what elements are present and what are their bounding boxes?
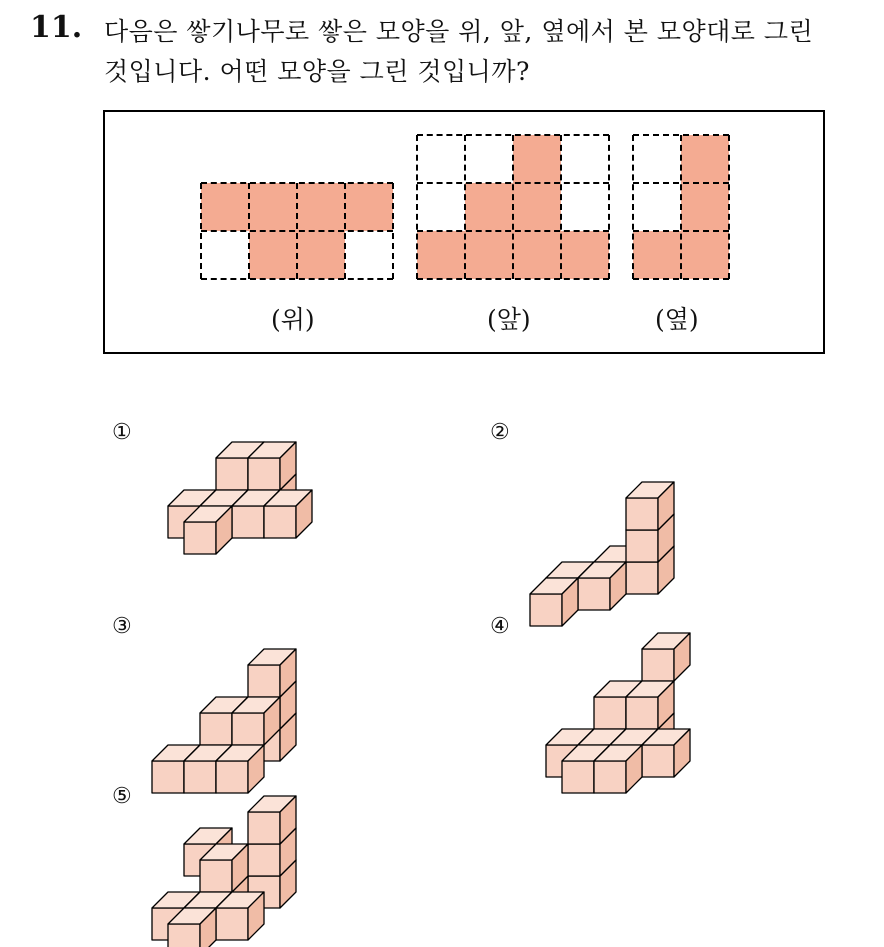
cube-face — [642, 649, 674, 681]
front-view-cell — [513, 231, 561, 279]
cube-face — [200, 713, 232, 745]
front-view-gridline — [560, 135, 562, 279]
top-view-gridline — [296, 183, 298, 279]
cube-face — [578, 578, 610, 610]
side-view-cell — [681, 135, 729, 183]
top-view-grid — [201, 183, 393, 279]
cube-face — [232, 713, 264, 745]
option-3-figure[interactable] — [150, 636, 280, 766]
cube-face — [562, 761, 594, 793]
cube-face — [626, 498, 658, 530]
front-view-cell — [417, 231, 465, 279]
cube-face — [216, 761, 248, 793]
top-view-cell — [249, 231, 297, 279]
front-view-cell — [417, 135, 465, 183]
front-view-cell — [561, 183, 609, 231]
front-view-label: (앞) — [487, 305, 531, 334]
cube-face — [626, 697, 658, 729]
front-view-cell — [465, 231, 513, 279]
cube-face — [152, 761, 184, 793]
cube-face — [264, 506, 296, 538]
option-4-figure[interactable] — [528, 636, 688, 766]
cube-face — [248, 812, 280, 844]
cube-face — [248, 844, 280, 876]
top-view-cell — [201, 231, 249, 279]
cube-face — [248, 458, 280, 490]
option-5-figure[interactable] — [150, 804, 280, 944]
cube-face — [530, 594, 562, 626]
option-2-figure[interactable] — [528, 442, 668, 602]
front-view-cell — [561, 231, 609, 279]
top-view-cell — [345, 231, 393, 279]
question-text-line-2: 것입니다. 어떤 모양을 그린 것입니까? — [104, 57, 530, 86]
cube-face — [248, 665, 280, 697]
front-view-cell — [561, 135, 609, 183]
front-view-cell — [465, 183, 513, 231]
side-view-cell — [633, 231, 681, 279]
cube-face — [594, 697, 626, 729]
side-view-gridline — [632, 135, 634, 279]
front-view-gridline — [464, 135, 466, 279]
top-view-cell — [297, 231, 345, 279]
cube-face — [184, 522, 216, 554]
option-4-number[interactable]: ④ — [490, 614, 510, 639]
option-1-figure[interactable] — [150, 442, 310, 542]
side-view-cell — [633, 183, 681, 231]
top-view-cell — [345, 183, 393, 231]
side-view-grid — [633, 135, 729, 279]
cube-face — [200, 860, 232, 892]
option-2-number[interactable]: ② — [490, 420, 510, 445]
top-view-gridline — [248, 183, 250, 279]
top-view-cell — [201, 183, 249, 231]
top-view-label: (위) — [271, 305, 315, 334]
side-view-gridline — [680, 135, 682, 279]
option-3-number[interactable]: ③ — [112, 614, 132, 639]
front-view-grid — [417, 135, 609, 279]
option-5-number[interactable]: ⑤ — [112, 784, 132, 809]
cube-face — [168, 924, 200, 947]
top-view-gridline — [344, 183, 346, 279]
front-view-cell — [513, 135, 561, 183]
cube — [642, 633, 690, 681]
front-view-gridline — [416, 135, 418, 279]
cube-face — [594, 761, 626, 793]
front-view-cell — [417, 183, 465, 231]
cube-face — [184, 761, 216, 793]
front-view-gridline — [512, 135, 514, 279]
top-view-gridline — [392, 183, 394, 279]
option-1-number[interactable]: ① — [112, 420, 132, 445]
question-number: 11. — [30, 10, 83, 45]
top-view-cell — [249, 183, 297, 231]
side-view-cell — [681, 231, 729, 279]
cube-face — [626, 530, 658, 562]
cube-face — [642, 745, 674, 777]
side-view-cell — [681, 183, 729, 231]
front-view-cell — [513, 183, 561, 231]
top-view-cell — [297, 183, 345, 231]
side-view-cell — [633, 135, 681, 183]
top-view-gridline — [200, 183, 202, 279]
cube-face — [232, 506, 264, 538]
front-view-cell — [465, 135, 513, 183]
front-view-gridline — [608, 135, 610, 279]
side-view-label: (옆) — [655, 305, 699, 334]
side-view-gridline — [728, 135, 730, 279]
cube-face — [626, 562, 658, 594]
view-figure-box — [103, 110, 825, 354]
cube — [530, 578, 578, 626]
cube-face — [216, 908, 248, 940]
question-text-line-1: 다음은 쌓기나무로 쌓은 모양을 위, 앞, 옆에서 본 모양대로 그린 — [104, 17, 814, 46]
cube-face — [216, 458, 248, 490]
